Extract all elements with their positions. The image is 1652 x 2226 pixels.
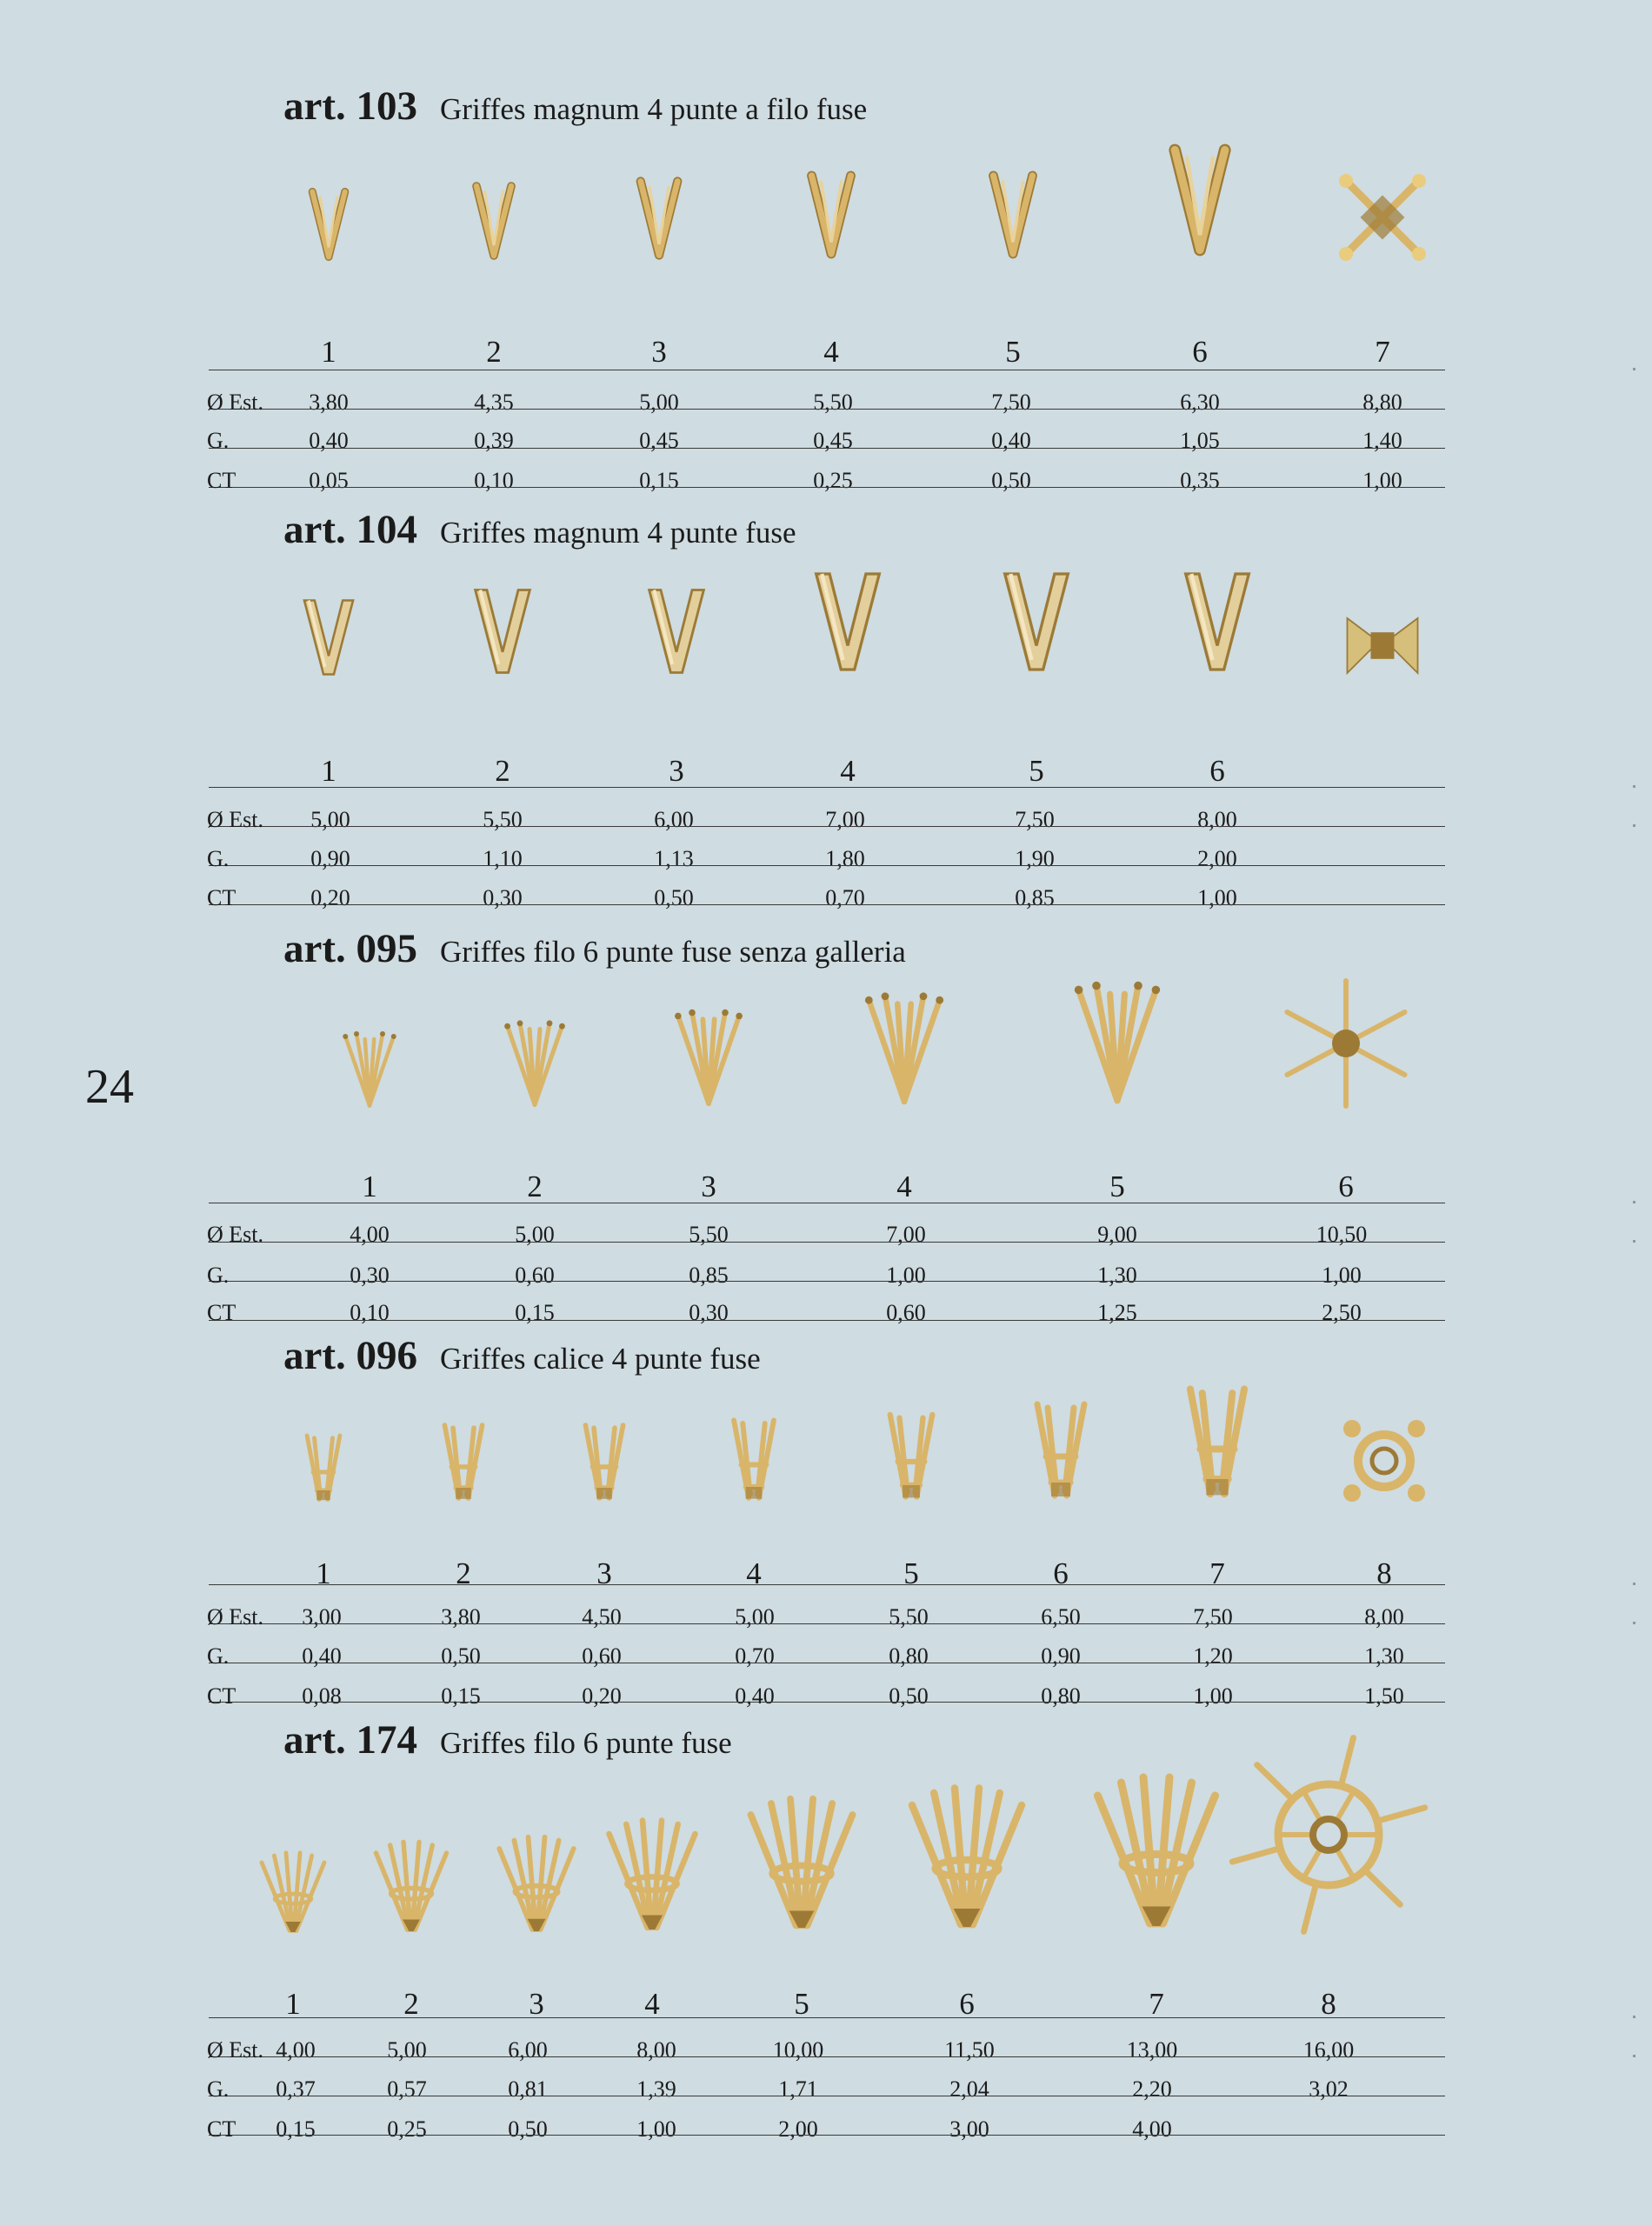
cell-ct: 0,15 (441, 1683, 481, 1709)
cell-ct: 0,15 (639, 468, 679, 493)
cell-g: 0,57 (387, 2076, 427, 2102)
item-number: 4 (746, 1556, 762, 1590)
item-number: 2 (527, 1170, 543, 1203)
cell-ct: 0,50 (889, 1683, 929, 1709)
cell-g: 0,40 (302, 1643, 342, 1669)
v-prong-wire-icon (456, 179, 532, 270)
cell-ct: 0,40 (735, 1683, 775, 1709)
cell-est: 4,00 (276, 2037, 316, 2063)
cell-ct: 0,25 (813, 468, 853, 493)
cell-ct: 0,10 (474, 468, 514, 493)
v-prong-wire-icon (618, 174, 700, 270)
cell-est: 10,00 (772, 2037, 824, 2063)
v-prong-flat-icon (631, 582, 723, 690)
row-label-ct: CT (207, 1300, 236, 1325)
cell-g: 1,80 (825, 846, 865, 871)
row-label-ct: CT (207, 468, 236, 493)
cell-est: 8,00 (1364, 1604, 1404, 1630)
table-rule (209, 1623, 1445, 1624)
table-rule (209, 1702, 1445, 1703)
v-prong-flat-icon (796, 564, 901, 689)
cell-g: 2,00 (1197, 846, 1237, 871)
article-description: Griffes filo 6 punte fuse (440, 1726, 732, 1760)
calyx-prong-icon (290, 1430, 357, 1509)
table-rule (209, 826, 1445, 827)
six-prong-wire-icon (663, 1006, 755, 1114)
cell-est: 5,50 (689, 1222, 729, 1247)
section-title (283, 83, 867, 143)
item-number: 3 (596, 1556, 612, 1590)
row-label-est: Ø Est. (207, 1222, 263, 1247)
article-description: Griffes filo 6 punte fuse senza galleria (440, 935, 906, 969)
four-prong-top-icon (1330, 165, 1435, 270)
margin-mark (1633, 2016, 1635, 2018)
cell-ct: 0,30 (689, 1300, 729, 1325)
item-number: 1 (321, 754, 336, 788)
cell-g: 1,90 (1015, 846, 1055, 871)
table-rule (209, 904, 1445, 905)
item-number: 8 (1321, 1987, 1336, 2021)
row-label-ct: CT (207, 885, 236, 910)
section-title (283, 925, 906, 986)
cell-est: 11,50 (944, 2037, 995, 2063)
item-number: 5 (1029, 754, 1044, 788)
cell-ct: 4,00 (1132, 2116, 1172, 2142)
row-label-est: Ø Est. (207, 807, 263, 832)
cell-ct: 0,70 (825, 885, 865, 910)
table-rule (209, 1584, 1445, 1585)
item-number: 6 (1338, 1170, 1354, 1203)
cell-ct: 0,15 (276, 2116, 316, 2142)
table-rule (209, 2135, 1445, 2136)
item-number: 6 (959, 1987, 975, 2021)
cell-est: 7,00 (825, 807, 865, 832)
cell-est: 7,50 (991, 390, 1031, 415)
cell-ct: 1,00 (1193, 1683, 1233, 1709)
cell-ct: 0,08 (302, 1683, 342, 1709)
calyx-prong-icon (1162, 1379, 1273, 1510)
cell-est: 5,50 (813, 390, 853, 415)
cell-est: 5,50 (483, 807, 523, 832)
table-rule (209, 2017, 1445, 2018)
cell-ct: 1,25 (1097, 1300, 1137, 1325)
cell-g: 1,10 (483, 846, 523, 871)
item-number: 6 (1053, 1556, 1069, 1590)
v-prong-flat-icon (457, 582, 549, 690)
cell-g: 3,02 (1309, 2076, 1349, 2102)
cell-ct: 0,50 (654, 885, 694, 910)
table-rule (209, 1320, 1445, 1321)
item-number: 2 (486, 335, 502, 369)
cell-est: 3,00 (302, 1604, 342, 1630)
cell-ct: 1,50 (1364, 1683, 1404, 1709)
cell-est: 7,00 (886, 1222, 926, 1247)
cell-g: 0,50 (441, 1643, 481, 1669)
cell-g: 0,60 (582, 1643, 622, 1669)
cell-g: 2,04 (949, 2076, 989, 2102)
cell-est: 5,00 (735, 1604, 775, 1630)
article-code: art. 103 (283, 83, 418, 129)
item-number: 4 (840, 754, 856, 788)
cell-g: 1,00 (1322, 1263, 1362, 1288)
article-description: Griffes magnum 4 punte fuse (440, 516, 796, 550)
cell-est: 13,00 (1126, 2037, 1178, 2063)
margin-mark (1633, 785, 1635, 788)
cell-g: 1,30 (1097, 1263, 1137, 1288)
cell-g: 1,40 (1362, 428, 1402, 453)
item-number: 3 (669, 754, 684, 788)
calyx-prong-icon (869, 1407, 955, 1509)
row-label-g: G. (207, 846, 230, 871)
six-prong-gallery-icon (255, 1849, 331, 1939)
six-prong-gallery-icon (740, 1792, 864, 1939)
cell-g: 1,05 (1180, 428, 1220, 453)
cell-est: 4,35 (474, 390, 514, 415)
cell-est: 16,00 (1302, 2037, 1355, 2063)
cell-est: 10,50 (1316, 1222, 1368, 1247)
cell-ct: 0,35 (1180, 468, 1220, 493)
cell-est: 9,00 (1097, 1222, 1137, 1247)
cell-est: 6,00 (654, 807, 694, 832)
item-number: 5 (1005, 335, 1021, 369)
six-prong-gallery-icon (1085, 1769, 1229, 1939)
item-number: 4 (896, 1170, 912, 1203)
six-prong-wire-icon (494, 1017, 576, 1114)
table-rule (209, 448, 1445, 449)
item-number: 3 (651, 335, 667, 369)
cell-g: 0,40 (991, 428, 1031, 453)
margin-mark (1633, 2055, 1635, 2057)
cell-est: 8,00 (636, 2037, 676, 2063)
cell-ct: 0,05 (309, 468, 349, 493)
cell-g: 0,39 (474, 428, 514, 453)
row-label-g: G. (207, 1643, 230, 1669)
row-label-ct: CT (207, 1683, 236, 1709)
cell-ct: 0,25 (387, 2116, 427, 2142)
six-prong-wire-icon (1060, 977, 1175, 1113)
cell-g: 1,39 (636, 2076, 676, 2102)
cell-g: 0,90 (1041, 1643, 1081, 1669)
v-prong-flat-icon (1165, 564, 1270, 689)
cell-g: 0,60 (515, 1263, 555, 1288)
cell-ct: 0,10 (350, 1300, 390, 1325)
item-number: 5 (794, 1987, 809, 2021)
cell-ct: 0,15 (515, 1300, 555, 1325)
page-number: 24 (85, 1060, 134, 1114)
cell-est: 6,00 (508, 2037, 548, 2063)
cell-est: 8,80 (1362, 390, 1402, 415)
cell-ct: 1,00 (636, 2116, 676, 2142)
item-number: 6 (1209, 754, 1225, 788)
table-rule (209, 787, 1445, 788)
cell-ct: 0,80 (1041, 1683, 1081, 1709)
six-prong-wheel-top-icon (1224, 1730, 1433, 1939)
cell-g: 0,80 (889, 1643, 929, 1669)
cell-ct: 1,00 (1197, 885, 1237, 910)
item-number: 2 (456, 1556, 471, 1590)
cell-g: 2,20 (1132, 2076, 1172, 2102)
cell-est: 8,00 (1197, 807, 1237, 832)
cell-g: 0,37 (276, 2076, 316, 2102)
cell-g: 0,81 (508, 2076, 548, 2102)
item-number: 2 (403, 1987, 419, 2021)
margin-mark (1633, 1583, 1635, 1585)
cell-est: 3,80 (441, 1604, 481, 1630)
table-rule (209, 2056, 1445, 2057)
item-number: 8 (1376, 1556, 1392, 1590)
cell-ct: 1,00 (1362, 468, 1402, 493)
v-prong-flat-icon (984, 564, 1089, 689)
cell-est: 4,00 (350, 1222, 390, 1247)
cell-ct: 3,00 (949, 2116, 989, 2142)
article-code: art. 095 (283, 926, 418, 971)
item-number: 4 (823, 335, 839, 369)
cell-g: 0,85 (689, 1263, 729, 1288)
item-number: 2 (495, 754, 510, 788)
item-number: 3 (529, 1987, 544, 2021)
table-rule (209, 1242, 1445, 1243)
article-code: art. 104 (283, 507, 418, 552)
table-rule (209, 487, 1445, 488)
margin-mark (1633, 368, 1635, 370)
six-prong-gallery-icon (491, 1832, 583, 1940)
article-description: Griffes calice 4 punte fuse (440, 1342, 761, 1376)
table-rule (209, 409, 1445, 410)
cell-ct: 0,50 (991, 468, 1031, 493)
item-number: 7 (1375, 335, 1390, 369)
cell-est: 6,30 (1180, 390, 1220, 415)
cell-g: 0,30 (350, 1263, 390, 1288)
item-number: 6 (1192, 335, 1208, 369)
cell-g: 1,13 (654, 846, 694, 871)
cell-est: 3,80 (309, 390, 349, 415)
calyx-prong-icon (566, 1418, 643, 1509)
cell-g: 1,20 (1193, 1643, 1233, 1669)
calyx-prong-icon (713, 1413, 795, 1510)
six-prong-gallery-icon (600, 1815, 705, 1939)
item-number: 5 (903, 1556, 919, 1590)
six-prong-wire-icon (852, 989, 957, 1113)
v-prong-wire-icon (970, 168, 1056, 270)
six-prong-gallery-icon (369, 1837, 455, 1939)
cell-est: 5,00 (639, 390, 679, 415)
v-prong-wire-icon (789, 168, 875, 270)
section-title (283, 1332, 761, 1393)
item-number: 1 (285, 1987, 301, 2021)
cell-g: 0,45 (639, 428, 679, 453)
calyx-prong-icon (425, 1418, 502, 1509)
item-number: 1 (321, 335, 336, 369)
row-label-ct: CT (207, 2116, 236, 2142)
cell-est: 5,00 (310, 807, 350, 832)
table-rule (209, 865, 1445, 866)
cell-ct: 2,00 (778, 2116, 818, 2142)
item-number: 1 (316, 1556, 331, 1590)
section-title (283, 1716, 732, 1777)
table-rule (209, 1281, 1445, 1282)
cell-est: 5,00 (515, 1222, 555, 1247)
cell-g: 1,30 (1364, 1643, 1404, 1669)
cell-est: 6,50 (1041, 1604, 1081, 1630)
item-number: 7 (1149, 1987, 1164, 2021)
v-prong-wire-icon (1145, 140, 1256, 270)
cell-g: 0,90 (310, 846, 350, 871)
cell-est: 4,50 (582, 1604, 622, 1630)
cell-g: 0,40 (309, 428, 349, 453)
cell-g: 1,00 (886, 1263, 926, 1288)
cell-ct: 2,50 (1322, 1300, 1362, 1325)
cell-est: 5,50 (889, 1604, 929, 1630)
cell-est: 5,00 (387, 2037, 427, 2063)
article-code: art. 096 (283, 1333, 418, 1378)
six-prong-gallery-icon (900, 1781, 1034, 1939)
article-description: Griffes magnum 4 punte a filo fuse (440, 92, 868, 126)
six-prong-star-top-icon (1272, 974, 1420, 1113)
cell-ct: 0,20 (582, 1683, 622, 1709)
row-label-est: Ø Est. (207, 2037, 263, 2063)
cell-ct: 0,85 (1015, 885, 1055, 910)
row-label-g: G. (207, 2076, 230, 2102)
row-label-g: G. (207, 428, 230, 453)
cell-g: 0,45 (813, 428, 853, 453)
cell-ct: 0,60 (886, 1300, 926, 1325)
margin-mark (1633, 1622, 1635, 1624)
item-number: 5 (1109, 1170, 1125, 1203)
item-number: 7 (1209, 1556, 1225, 1590)
row-label-est: Ø Est. (207, 390, 263, 415)
calyx-prong-icon (1013, 1396, 1109, 1509)
row-label-g: G. (207, 1263, 230, 1288)
four-prong-block-top-icon (1340, 603, 1426, 689)
cell-est: 7,50 (1015, 807, 1055, 832)
item-number: 1 (362, 1170, 377, 1203)
item-number: 4 (644, 1987, 660, 2021)
cell-g: 1,71 (778, 2076, 818, 2102)
margin-mark (1633, 1240, 1635, 1243)
margin-mark (1633, 1201, 1635, 1203)
six-prong-wire-icon (334, 1029, 406, 1114)
row-label-est: Ø Est. (207, 1604, 263, 1630)
item-number: 3 (701, 1170, 716, 1203)
cell-ct: 0,30 (483, 885, 523, 910)
article-code: art. 174 (283, 1717, 418, 1763)
margin-mark (1633, 824, 1635, 827)
cell-g: 0,70 (735, 1643, 775, 1669)
cell-ct: 0,50 (508, 2116, 548, 2142)
v-prong-flat-icon (288, 593, 370, 690)
v-prong-wire-icon (293, 185, 365, 270)
cell-ct: 0,20 (310, 885, 350, 910)
calyx-ring-top-icon (1336, 1413, 1432, 1509)
cell-est: 7,50 (1193, 1604, 1233, 1630)
section-title (283, 506, 796, 567)
